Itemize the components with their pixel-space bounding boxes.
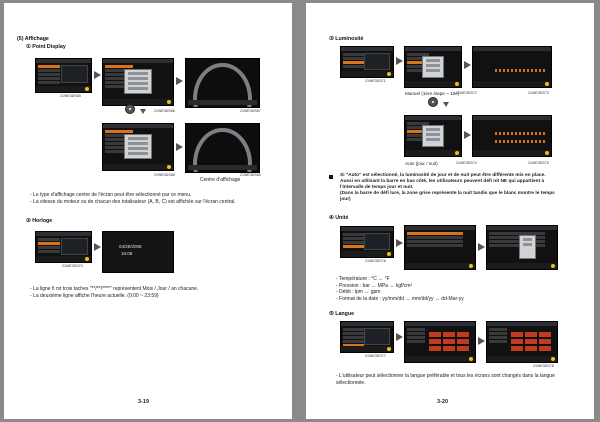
arrow-icon — [176, 77, 183, 85]
screen-language-grid — [404, 321, 476, 363]
note-line: (Dans la barre de défi lure, la zone grise représente la nuit tandis que le blanc montre le temps — [340, 191, 555, 196]
screen-menu-brightness — [340, 46, 394, 78]
arrow-icon — [464, 61, 471, 69]
arrow-icon — [464, 131, 471, 139]
clock-date: 04/29/2008 — [119, 244, 142, 249]
bullet-text: - La ligne fi rst trois taches "**/**/****" représentent Mois / Jour / an chacune. — [30, 286, 199, 292]
figure-code: 21WE3DS77 — [365, 354, 386, 358]
bullet-text: sélectionnée. — [336, 379, 366, 386]
arrow-icon — [478, 243, 485, 251]
screen-brightness-auto — [472, 115, 552, 157]
bullet-text: - La vitesse du moteur ou de chacun des totalisateur (A, B, C) est affichée sur l'écran central. — [30, 198, 236, 205]
figure-code: 21WE3DS76 — [365, 259, 386, 263]
figure-code: 21WE3DS66 — [154, 109, 175, 113]
down-arrow-icon — [443, 102, 449, 107]
screen-clock — [102, 231, 174, 273]
right-page — [306, 3, 594, 419]
screen-unit-list — [404, 225, 476, 270]
arrow-icon — [94, 243, 101, 251]
arrow-icon — [396, 333, 403, 341]
bullet-text: - Pression : bar ↔ MPa ↔ kgf/cm² — [336, 282, 413, 289]
bullet-text: - Débit : lpm ↔ gpm — [336, 289, 381, 296]
caption-centre: Centre d'affichage — [200, 177, 241, 183]
clock-time: 16:09 — [121, 251, 133, 256]
figure-code: 21WE3DS73 — [528, 91, 549, 95]
unite-heading: ④ Unité — [329, 215, 349, 221]
screen-menu-unit — [340, 226, 394, 258]
luminosite-heading: ③ Luminosité — [329, 36, 364, 42]
section-title: (5) Affichage — [17, 36, 49, 42]
screen-point-display-select — [102, 58, 174, 106]
screen-language-changed — [486, 321, 558, 363]
figure-code: 21WE3DS72 — [456, 91, 477, 95]
figure-code: 21WE3DS70 — [62, 264, 83, 268]
point-display-heading: ① Point Display — [26, 44, 66, 50]
note-line: jour) — [340, 197, 351, 202]
note-line: Aussi en utilisant la barre en bas côté, les utilisateurs peuvent défi nit NE qui appartient à — [340, 179, 545, 184]
bullet-text: - Le type d'affichage centre de l'écran peut être sélectionné par ce menu. — [30, 192, 192, 198]
figure-code: 21WE3DS78 — [533, 364, 554, 368]
figure-code: 21WE3DS75 — [528, 161, 549, 165]
note-line: Si "Auto" est sélectionné, la luminosité de jour et de nuit peut être différente mis en place. — [340, 173, 546, 178]
figure-code: 21WE3DS67 — [240, 109, 261, 113]
note-auto — [340, 173, 555, 203]
arrow-icon — [478, 337, 485, 345]
screen-menu-display — [35, 58, 92, 93]
screen-menu-language — [340, 321, 394, 353]
screen-brightness-select — [404, 46, 462, 88]
screen-brightness-manual — [472, 46, 552, 88]
figure-code: 21WE3DS71 — [365, 79, 386, 83]
down-arrow-icon — [140, 109, 146, 114]
jog-dial-icon — [428, 97, 438, 107]
bullet-text: - La deuxième ligne affiche l'heure actuelle. (0:00 ~ 23:59) — [30, 292, 159, 299]
bullets-display — [30, 192, 236, 205]
bullet-text: - L'utilisateur peut sélectionner la langue préférable et tous les écrans sont changés dans la langue — [336, 373, 555, 379]
bullets-unit — [336, 276, 464, 302]
horloge-heading: ② Horloge — [26, 218, 53, 224]
figure-code: 21WE3DS68 — [154, 173, 175, 177]
bullets-clock — [30, 286, 198, 299]
screen-unit-select — [486, 225, 558, 270]
screen-point-display-select-2 — [102, 123, 174, 171]
bullet-text: - Température : °C ↔ °F — [336, 276, 390, 282]
arrow-icon — [396, 57, 403, 65]
bullet-text: - Format de la date : yy/mm/dd ↔ mm/dd/yy ↔ dd-Mar-yy — [336, 295, 464, 302]
note-square-icon — [329, 175, 333, 179]
left-page — [4, 3, 292, 419]
jog-dial-icon — [125, 104, 135, 114]
screen-brightness-select-2 — [404, 115, 462, 157]
screen-gauge-trip — [185, 123, 260, 173]
arrow-icon — [396, 239, 403, 247]
screen-menu-clock — [35, 231, 92, 263]
caption-auto: Auto (jour / nuit) — [405, 161, 438, 166]
caption-manual: Manuel (1ère étape ~ 10e) — [405, 91, 460, 96]
arrow-icon — [176, 143, 183, 151]
figure-code: 21WE3DS74 — [456, 161, 477, 165]
note-line: l'intervalle de temps jour et nuit. — [340, 185, 414, 190]
figure-code: 21WE3DS69 — [240, 173, 261, 177]
bullets-lang — [336, 373, 555, 386]
figure-code: 21WE3DS65 — [60, 94, 81, 98]
arrow-icon — [94, 71, 101, 79]
page-number: 3-20 — [437, 399, 449, 405]
page-number: 3-19 — [138, 399, 150, 405]
langue-heading: ⑤ Langue — [329, 311, 355, 317]
screen-gauge-rpm — [185, 58, 260, 108]
